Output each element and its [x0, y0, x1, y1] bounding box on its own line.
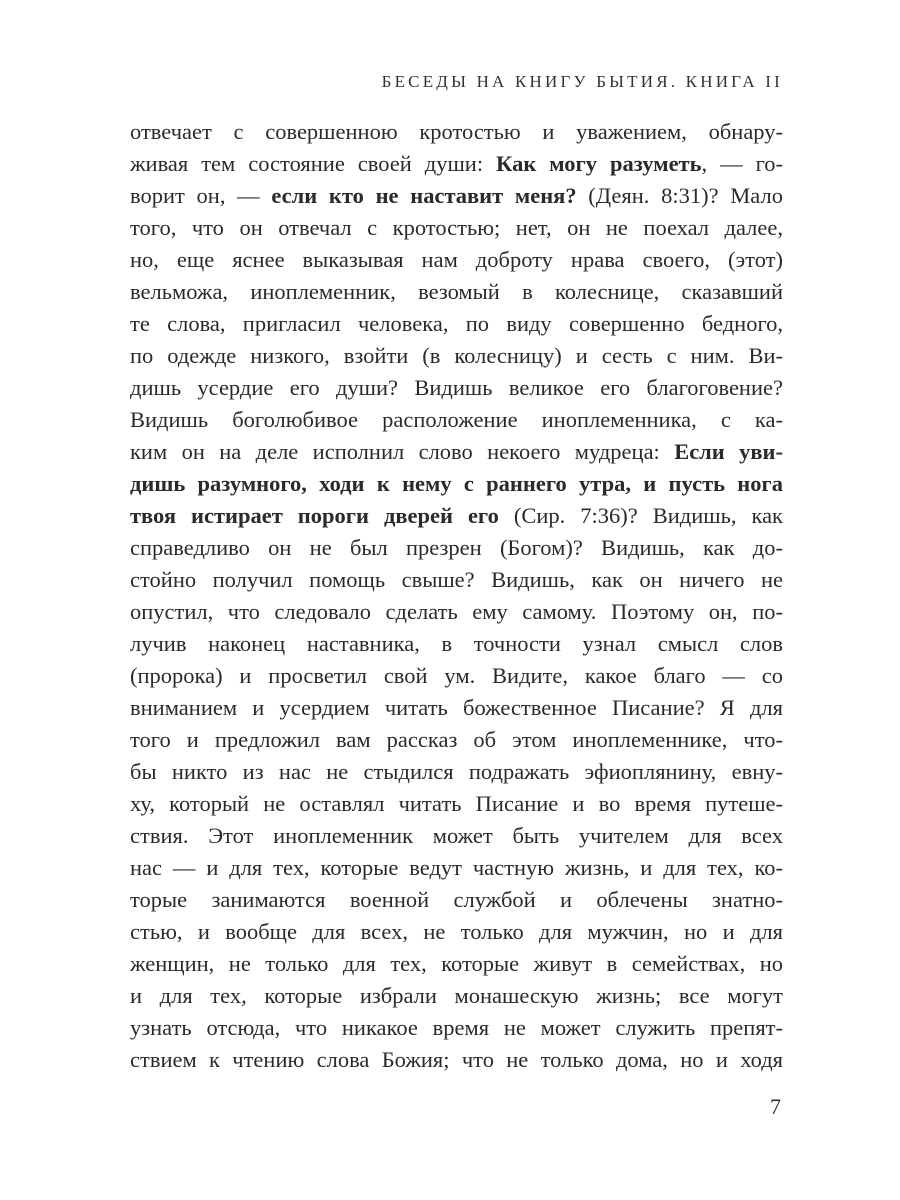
text-segment: по одежде низкого, взойти (в колесницу) и сесть с ним. Ви- [130, 343, 783, 368]
bold-quote: твоя истирает пороги дверей его [130, 503, 499, 528]
text-segment: живая тем состояние своей души: [130, 151, 497, 176]
text-line [130, 532, 783, 564]
bold-quote: Как могу разуметь [496, 151, 702, 176]
text-segment: (Сир. 7:36)? Видишь, как [498, 503, 783, 528]
bold-quote: Если уви- [674, 439, 783, 464]
text-segment: отвечает с совершенною кротостью и уважением, обнару- [130, 119, 783, 144]
text-segment: ху, который не оставлял читать Писание и во время путеше- [130, 791, 783, 816]
text-segment: ствием к чтению слова Божия; что не только дома, но и ходя [130, 1047, 783, 1072]
text-line [130, 404, 783, 436]
text-segment: опустил, что следовало сделать ему самому. Поэтому он, по- [130, 599, 783, 624]
text-segment: ворит он, — [130, 183, 272, 208]
text-segment: , — го- [701, 151, 783, 176]
text-line [130, 948, 783, 980]
text-line [130, 756, 783, 788]
text-line [130, 660, 783, 692]
text-line [130, 596, 783, 628]
text-line [130, 724, 783, 756]
text-line [130, 692, 783, 724]
text-segment: лучив наконец наставника, в точности узнал смысл слов [130, 631, 783, 656]
text-segment: вельможа, иноплеменник, везомый в колеснице, сказавший [130, 279, 783, 304]
text-line [130, 468, 783, 500]
text-line [130, 244, 783, 276]
text-line [130, 148, 783, 180]
page-number: 7 [770, 1094, 781, 1119]
bold-quote: если кто не наставит меня? [271, 183, 577, 208]
bold-quote: дишь разумного, ходи к нему с раннего утра, и пусть нога [130, 471, 783, 496]
text-segment: (Деян. 8:31)? Мало [576, 183, 783, 208]
text-line [130, 500, 783, 532]
text-segment: узнать отсюда, что никакое время не может служить препят- [130, 1015, 783, 1040]
text-line [130, 340, 783, 372]
text-segment: стойно получил помощь свыше? Видишь, как он ничего не [130, 567, 783, 592]
text-segment: бы никто из нас не стыдился подражать эфиоплянину, евну- [130, 759, 783, 784]
text-line [130, 820, 783, 852]
text-segment: стью, и вообще для всех, не только для мужчин, но и для [130, 919, 783, 944]
text-line [130, 564, 783, 596]
text-line [130, 884, 783, 916]
text-segment: справедливо он не был презрен (Богом)? Видишь, как до- [130, 535, 783, 560]
text-line [130, 628, 783, 660]
text-segment: того, что он отвечал с кротостью; нет, он не поехал далее, [130, 215, 783, 240]
text-segment: женщин, не только для тех, которые живут в семействах, но [130, 951, 783, 976]
text-segment: того и предложил вам рассказ об этом иноплеменнике, что- [130, 727, 783, 752]
text-segment: ким он на деле исполнил слово некоего мудреца: [130, 439, 675, 464]
text-line [130, 916, 783, 948]
text-segment: ствия. Этот иноплеменник может быть учителем для всех [130, 823, 783, 848]
text-line [130, 308, 783, 340]
text-line [130, 788, 783, 820]
text-segment: и для тех, которые избрали монашескую жизнь; все могут [130, 983, 783, 1008]
text-segment: (пророка) и просветил свой ум. Видите, какое благо — со [130, 663, 783, 688]
text-line [130, 1044, 783, 1076]
text-line [130, 980, 783, 1012]
text-line [130, 372, 783, 404]
text-line [130, 1012, 783, 1044]
text-segment: торые занимаются военной службой и облечены знатно- [130, 887, 783, 912]
running-header: БЕСЕДЫ НА КНИГУ БЫТИЯ. КНИГА II [381, 72, 783, 91]
text-line [130, 436, 783, 468]
text-line [130, 852, 783, 884]
text-line [130, 116, 783, 148]
text-line [130, 180, 783, 212]
text-segment: Видишь боголюбивое расположение иноплеменника, с ка- [130, 407, 783, 432]
text-line [130, 276, 783, 308]
text-segment: но, еще яснее выказывая нам доброту нрава своего, (этот) [130, 247, 783, 272]
text-segment: нас — и для тех, которые ведут частную жизнь, и для тех, ко- [130, 855, 783, 880]
text-segment: вниманием и усердием читать божественное Писание? Я для [130, 695, 783, 720]
body-text [130, 116, 783, 1076]
text-segment: дишь усердие его души? Видишь великое его благоговение? [130, 375, 783, 400]
text-segment: те слова, пригласил человека, по виду совершенно бедного, [130, 311, 783, 336]
text-line [130, 212, 783, 244]
